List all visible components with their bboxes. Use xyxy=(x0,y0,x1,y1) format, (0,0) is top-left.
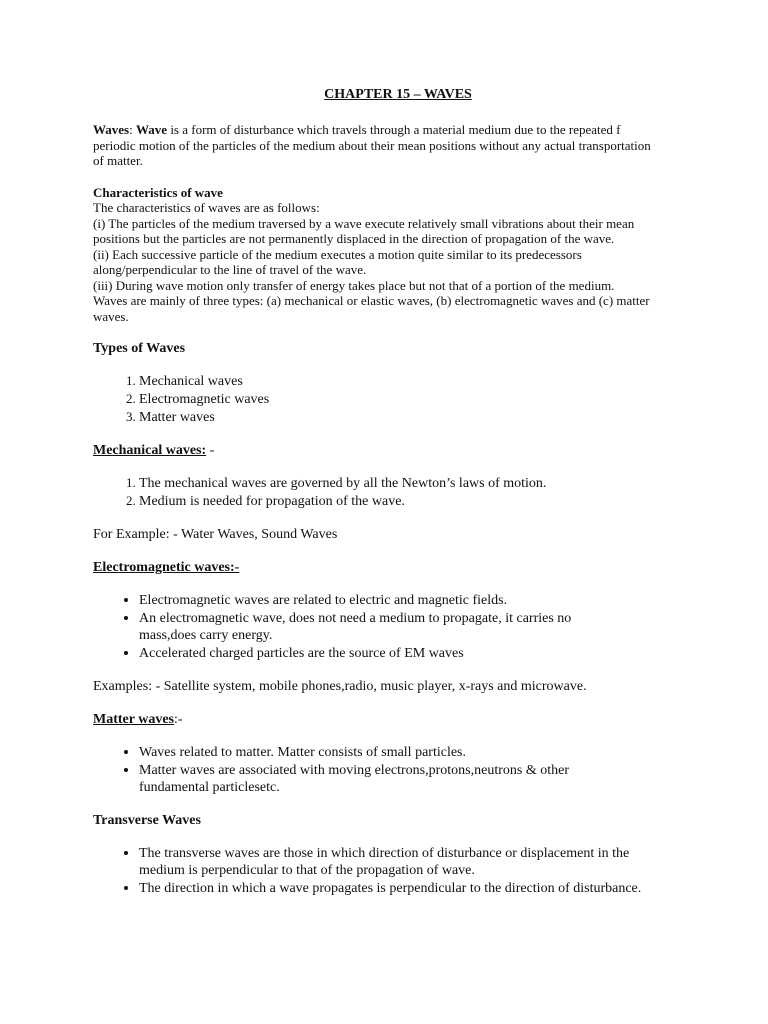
document-page xyxy=(93,86,753,897)
transverse-heading: Transverse Waves xyxy=(93,813,201,828)
types-heading: Types of Waves xyxy=(93,341,186,356)
intro-term-wave: Wave xyxy=(136,122,168,137)
types-list xyxy=(93,372,753,426)
mechanical-heading-suffix: - xyxy=(206,443,215,458)
matter-heading-suffix: :- xyxy=(174,712,183,727)
mechanical-example: For Example: - Water Waves, Sound Waves xyxy=(93,527,338,542)
characteristics-line: (i) The particles of the medium traversed by a wave execute relatively small vibrations about their mean positions but the particles are not permanently displaced in the direction of propagation of the wave. xyxy=(93,215,635,246)
characteristics-line: (iii) During wave motion only transfer of energy takes place but not that of a portion of the medium. xyxy=(93,277,615,293)
transverse-list xyxy=(93,844,669,897)
characteristics-line: (ii) Each successive particle of the medium executes a motion quite similar to its predecessors along/perpendicular to the line of travel of the wave. xyxy=(93,246,582,277)
list-item: • Matter waves are associated with moving electrons,protons,neutrons & other fundamental particlesetc. xyxy=(139,761,619,796)
electromagnetic-heading: Electromagnetic waves:- xyxy=(93,560,240,575)
list-item: • An electromagnetic wave, does not need a medium to propagate, it carries no mass,does carry energy. xyxy=(139,609,619,644)
chapter-title: CHAPTER 15 – WAVES xyxy=(324,87,472,102)
list-item: • Electromagnetic waves are related to electric and magnetic fields. xyxy=(139,591,619,609)
list-item: • The direction in which a wave propagates is perpendicular to the direction of disturbance. xyxy=(139,879,669,897)
intro-separator: : xyxy=(129,122,136,137)
list-item: 1. Mechanical waves xyxy=(139,372,753,390)
intro-paragraph xyxy=(93,122,653,169)
electromagnetic-example: Examples: - Satellite system, mobile phones,radio, music player, x-rays and microwave. xyxy=(93,679,587,694)
electromagnetic-list xyxy=(93,591,619,662)
intro-definition: is a form of disturbance which travels through a material medium due to the repeated f periodic motion of the particles of the medium about their mean positions without any actual transportation of matter. xyxy=(93,122,651,168)
list-item: • Waves related to matter. Matter consists of small particles. xyxy=(139,743,619,761)
characteristics-line: The characteristics of waves are as follows: xyxy=(93,200,320,215)
intro-term-waves: Waves xyxy=(93,122,130,137)
matter-heading: Matter waves xyxy=(93,712,174,727)
list-item: 2. Medium is needed for propagation of the wave. xyxy=(139,492,753,510)
mechanical-list xyxy=(93,474,753,510)
list-item: 1. The mechanical waves are governed by all the Newton’s laws of motion. xyxy=(139,474,753,492)
list-item: • Accelerated charged particles are the source of EM waves xyxy=(139,644,619,662)
mechanical-heading: Mechanical waves: xyxy=(93,443,207,458)
characteristics-heading: Characteristics of wave xyxy=(93,184,223,200)
list-item: 3. Matter waves xyxy=(139,408,753,426)
list-item: • The transverse waves are those in which direction of disturbance or displacement in the medium is perpendicular to that of the propagation of wave. xyxy=(139,844,669,879)
mechanical-heading-line xyxy=(93,442,753,459)
list-item: 2. Electromagnetic waves xyxy=(139,390,753,408)
characteristics-section xyxy=(93,185,673,325)
characteristics-line: Waves are mainly of three types: (a) mechanical or elastic waves, (b) electromagnetic waves and (c) matter waves. xyxy=(93,293,650,324)
matter-heading-line xyxy=(93,711,753,728)
matter-list xyxy=(93,743,619,796)
